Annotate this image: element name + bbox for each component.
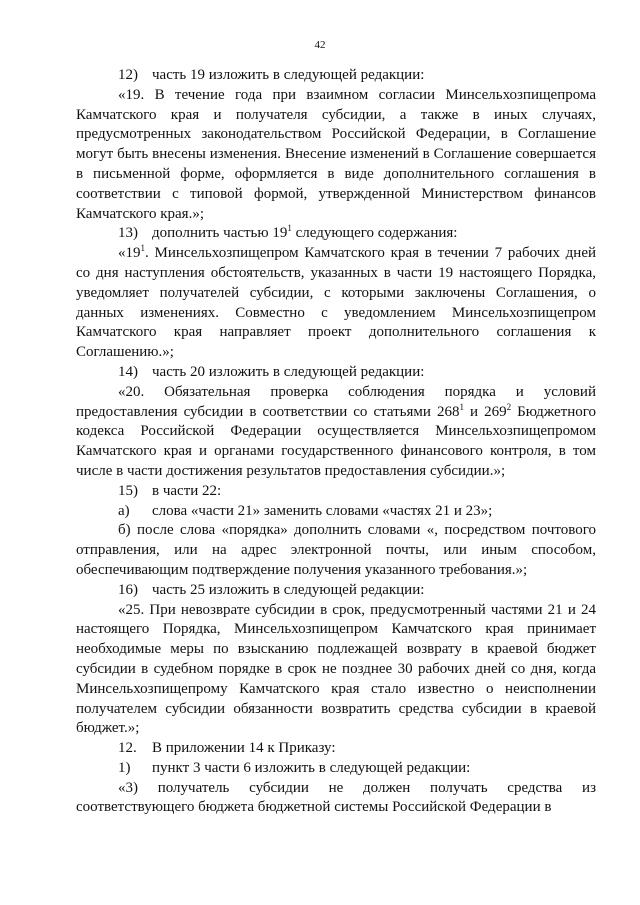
text-segment: «19 — [118, 245, 141, 262]
list-item-text: пункт 3 части 6 изложить в следующей редакции: — [152, 759, 471, 776]
list-item-number: 14) — [118, 363, 138, 380]
text-segment: «20. Обязательная проверка соблюдения порядка и условий предоставления субсидии в соответствии со статьями 268 — [76, 383, 596, 420]
text-segment: «19. В течение года при взаимном согласии Минсельхозпищепрома Камчатского края и получателя субсидии, а также в иных случаях, предусмотренных законодательством Российской Федерации, в Соглашение могут быть внесены изменения. Внесение изменений в Соглашение совершается в письменной форме, оформляется в виде дополнительного соглашения в соответствии с типовой формой, утвержденной Министерством финансов Камчатского края.»; — [76, 86, 596, 222]
list-item — [76, 581, 596, 601]
list-item-number: 15) — [118, 482, 138, 499]
paragraph — [76, 86, 596, 225]
list-item — [76, 482, 596, 502]
list-item-number: 13) — [118, 225, 138, 242]
list-item — [76, 502, 596, 522]
list-item-number: 1) — [118, 759, 131, 776]
list-item-text: часть 20 изложить в следующей редакции: — [152, 363, 425, 380]
paragraph — [76, 244, 596, 363]
list-item-text: часть 19 изложить в следующей редакции: — [152, 67, 425, 83]
superscript: 1 — [287, 223, 292, 234]
superscript: 1 — [140, 243, 145, 254]
text-segment: следующего содержания: — [291, 225, 458, 242]
list-item-number: 12) — [118, 67, 138, 83]
list-item-number: 16) — [118, 581, 138, 598]
list-item-text: в части 22: — [152, 482, 222, 499]
text-segment: Бюджетного кодекса Российской Федерации осуществляется Минсельхозпищепромом Камчатского края и органами государственного финансового контроля, в том числе в части достижения результатов предоставления субсидии.»; — [76, 403, 597, 479]
list-item-text: часть 25 изложить в следующей редакции: — [152, 581, 425, 598]
superscript: 2 — [506, 401, 512, 412]
paragraph — [76, 383, 596, 482]
paragraph — [76, 521, 596, 580]
list-item — [76, 363, 596, 383]
text-segment: дополнить частью 19 — [152, 225, 288, 242]
text-segment: «3) получатель субсидии не должен получать средства из соответствующего бюджета бюджетной системы Российской Федерации в — [76, 779, 596, 816]
document-body — [76, 66, 596, 818]
text-segment: «25. При невозврате субсидии в срок, предусмотренный частями 21 и 24 настоящего Порядка, Минсельхозпищепром Камчатского края принимает необходимые меры по взысканию подлежащей возврату в краевой бюджет субсидии в судебном порядке в срок не позднее 30 рабочих дней со дня, когда Минсельхозпищепрому Камчатского края стало известно о неисполнении получателем субсидии обязанности возвратить средства субсидии в краевой бюджет.»; — [76, 601, 596, 737]
text-segment: и 269 — [463, 403, 507, 420]
list-item — [76, 66, 596, 86]
list-item-number: 12. — [118, 740, 137, 757]
list-item-number: а) — [118, 502, 130, 519]
list-item-text: В приложении 14 к Приказу: — [152, 740, 336, 757]
text-segment: б) после слова «порядка» дополнить словами «, посредством почтового отправления, или на адрес электронной почты, или иным способом, обеспечивающим подтверждение получения указанного требования.»; — [76, 522, 596, 578]
paragraph — [76, 779, 596, 819]
list-item — [76, 739, 596, 759]
page-number: 42 — [314, 39, 326, 51]
text-segment: . Минсельхозпищепром Камчатского края в течении 7 рабочих дней со дня наступления обстоятельств, указанных в части 19 настоящего Порядка, уведомляет получателей субсидии, с которыми заключены Соглашения, о данных изменениях. Совместно с уведомлением Минсельхозпищепром Камчатского края направляет проект дополнительного соглашения к Соглашению.»; — [76, 245, 596, 361]
list-item — [76, 759, 596, 779]
list-item-text: слова «части 21» заменить словами «частях 21 и 23»; — [152, 502, 493, 519]
list-item — [76, 224, 596, 244]
superscript: 1 — [459, 401, 464, 412]
paragraph — [76, 601, 596, 740]
